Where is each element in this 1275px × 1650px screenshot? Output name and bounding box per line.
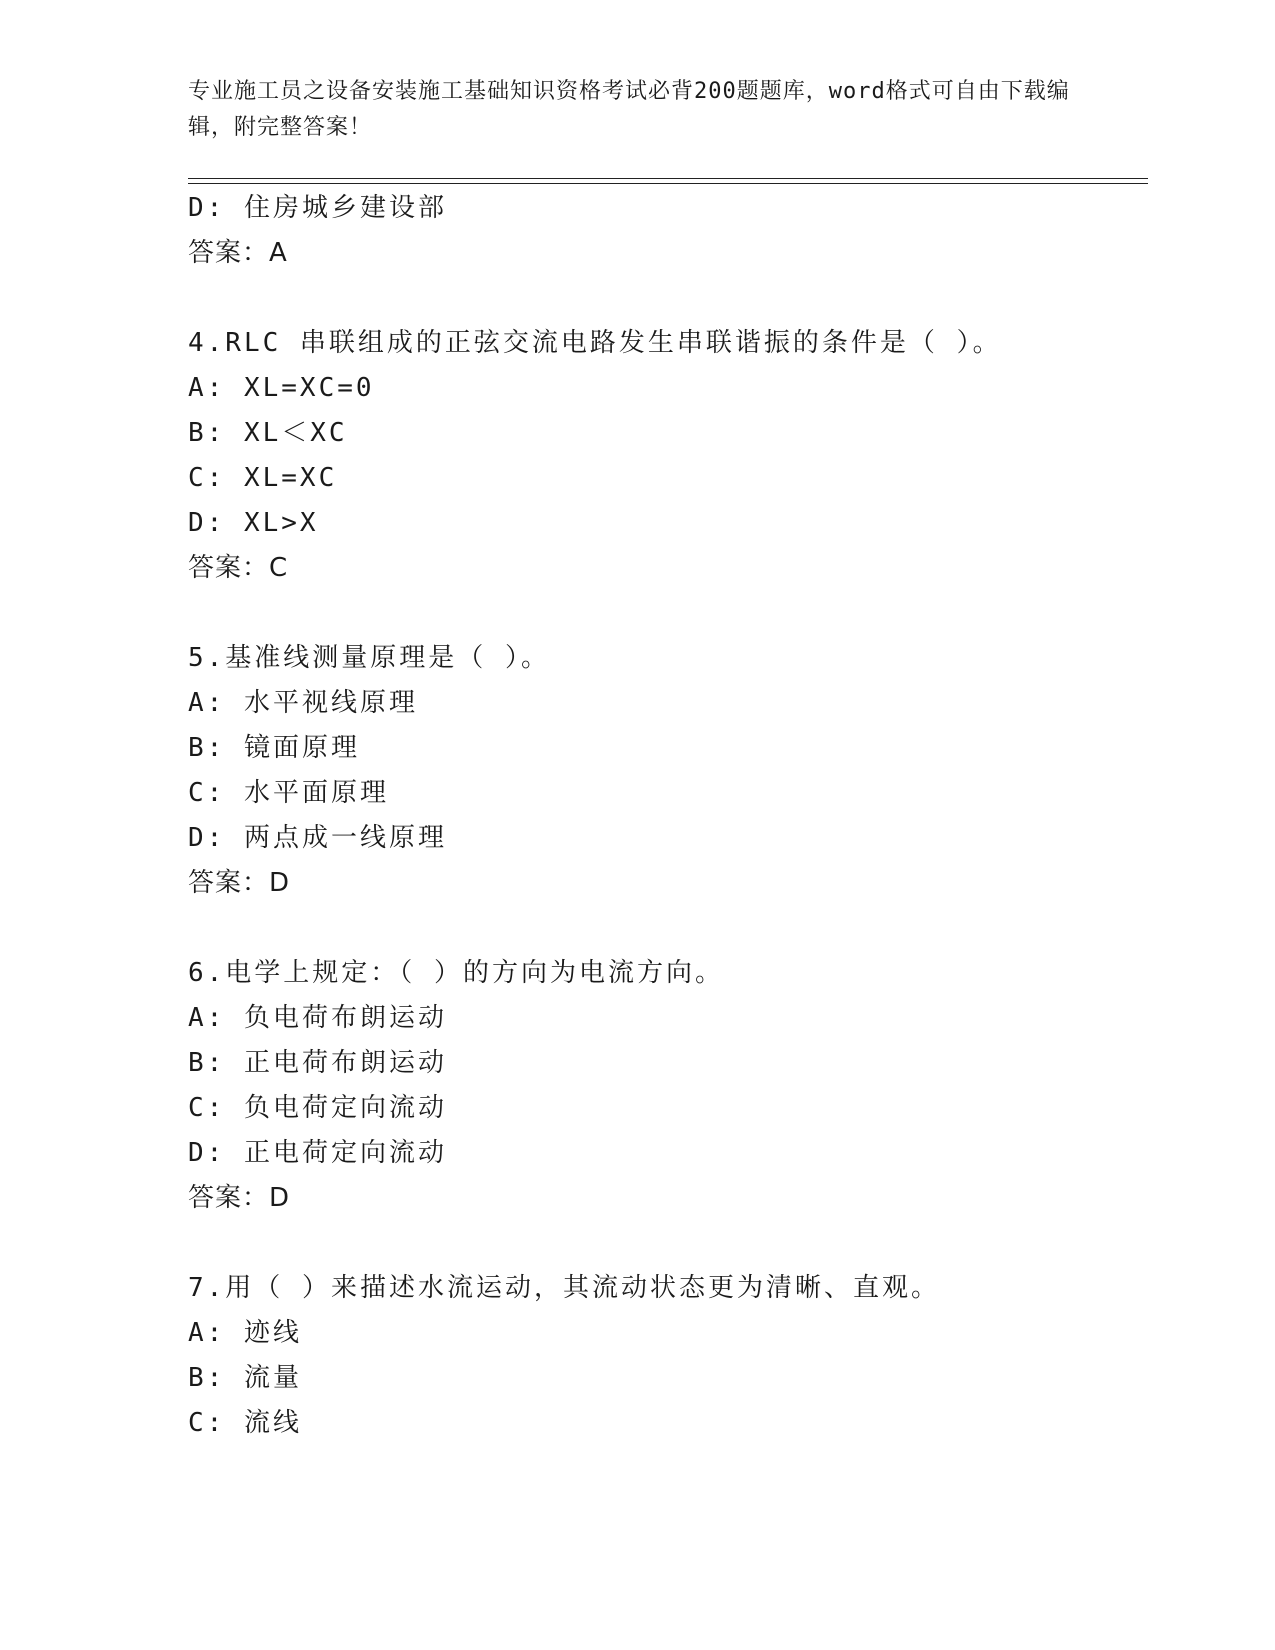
answer-line: 答案：D (188, 1183, 291, 1213)
answer-line: 答案：D (188, 868, 291, 898)
header-divider-top (188, 178, 1148, 179)
option-line: A: 负电荷布朗运动 (188, 1003, 447, 1033)
question-line: 7.用（ ）来描述水流运动，其流动状态更为清晰、直观。 (188, 1273, 940, 1303)
question-line: 4.RLC 串联组成的正弦交流电路发生串联谐振的条件是（ ）。 (188, 328, 1002, 358)
option-line: D: 住房城乡建设部 (188, 193, 447, 223)
document-header: 专业施工员之设备安装施工基础知识资格考试必背200题题库，word格式可自由下载编辑，附完整答案！ (188, 79, 1070, 140)
option-line: A: 迹线 (188, 1318, 302, 1348)
option-line: C: 流线 (188, 1408, 302, 1438)
option-line: B: 流量 (188, 1363, 302, 1393)
question-line: 6.电学上规定：（ ）的方向为电流方向。 (188, 958, 724, 988)
option-line: B: 镜面原理 (188, 733, 360, 763)
option-line: A: XL=XC=0 (188, 373, 375, 403)
option-line: A: 水平视线原理 (188, 688, 418, 718)
option-line: D: XL>X (188, 508, 319, 538)
option-line: B: XL＜XC (188, 418, 348, 448)
option-line: D: 正电荷定向流动 (188, 1138, 447, 1168)
option-line: C: XL=XC (188, 463, 338, 493)
option-line: B: 正电荷布朗运动 (188, 1048, 447, 1078)
answer-line: 答案：A (188, 238, 288, 268)
option-line: D: 两点成一线原理 (188, 823, 447, 853)
option-line: C: 负电荷定向流动 (188, 1093, 447, 1123)
header-divider-bottom (188, 183, 1148, 184)
option-line: C: 水平面原理 (188, 778, 389, 808)
question-line: 5.基准线测量原理是（ ）。 (188, 643, 550, 673)
answer-line: 答案：C (188, 553, 289, 583)
